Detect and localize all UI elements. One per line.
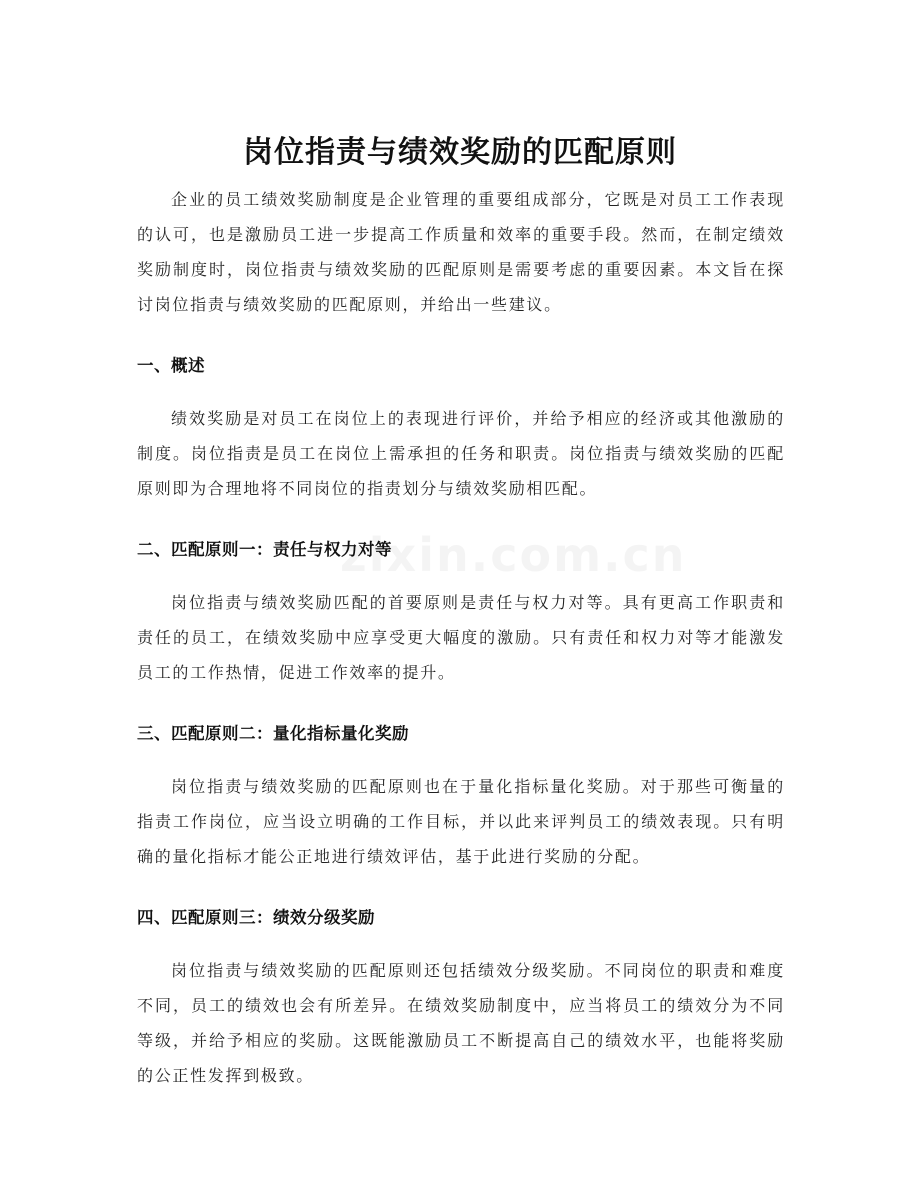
- page-title: 岗位指责与绩效奖励的匹配原则: [243, 135, 677, 171]
- section-paragraph-principle-2: 岗位指责与绩效奖励的匹配原则也在于量化指标量化奖励。对于那些可衡量的指责工作岗位，应当设立明确的工作目标，并以此来评判员工的绩效表现。只有明确的量化指标才能公正地进行绩效评估，基于此进行奖励的分配。: [137, 777, 785, 866]
- section-paragraph-principle-1: 岗位指责与绩效奖励匹配的首要原则是责任与权力对等。具有更高工作职责和责任的员工，在绩效奖励中应享受更大幅度的激励。只有责任和权力对等才能激发员工的工作热情，促进工作效率的提升。: [137, 593, 785, 682]
- section-heading-principle-3: 四、匹配原则三：绩效分级奖励: [137, 908, 375, 927]
- section-heading-principle-1: 二、匹配原则一：责任与权力对等: [137, 540, 392, 559]
- section-heading-principle-2: 三、匹配原则二：量化指标量化奖励: [137, 724, 409, 743]
- section-heading-overview: 一、概述: [137, 356, 205, 375]
- section-paragraph-overview: 绩效奖励是对员工在岗位上的表现进行评价，并给予相应的经济或其他激励的制度。岗位指责是员工在岗位上需承担的任务和职责。岗位指责与绩效奖励的匹配原则即为合理地将不同岗位的指责划分与绩效奖励相匹配。: [137, 409, 785, 498]
- document-body: [137, 182, 785, 1093]
- section-paragraph-principle-3: 岗位指责与绩效奖励的匹配原则还包括绩效分级奖励。不同岗位的职责和难度不同，员工的绩效也会有所差异。在绩效奖励制度中，应当将员工的绩效分为不同等级，并给予相应的奖励。这既能激励员工不断提高自己的绩效水平，也能将奖励的公正性发挥到极致。: [137, 961, 785, 1085]
- intro-paragraph: 企业的员工绩效奖励制度是企业管理的重要组成部分，它既是对员工工作表现的认可，也是激励员工进一步提高工作质量和效率的重要手段。然而，在制定绩效奖励制度时，岗位指责与绩效奖励的匹配原则是需要考虑的重要因素。本文旨在探讨岗位指责与绩效奖励的匹配原则，并给出一些建议。: [137, 190, 785, 314]
